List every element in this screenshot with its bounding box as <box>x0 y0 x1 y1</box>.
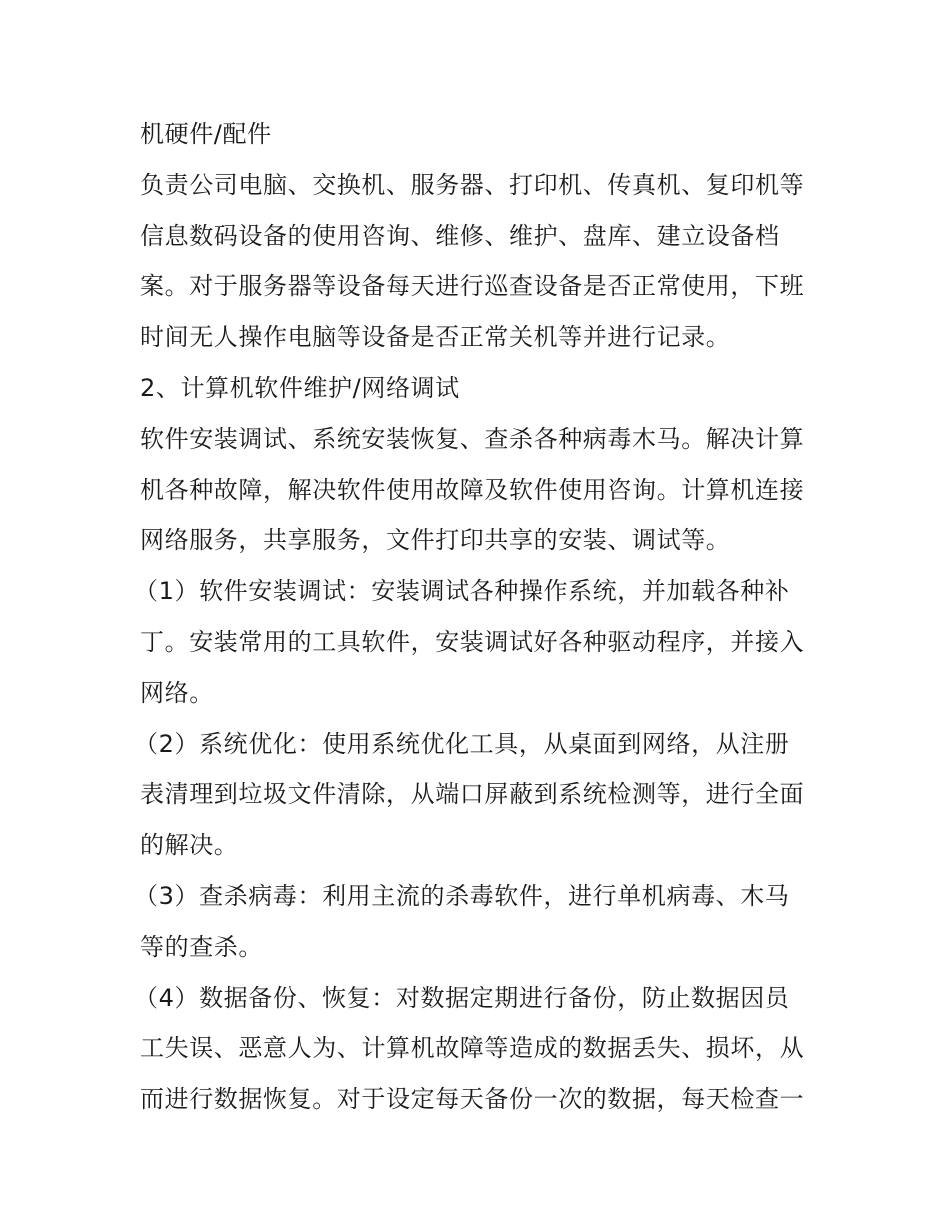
text-line: 时间无人操作电脑等设备是否正常关机等并进行记录。 <box>140 323 731 352</box>
text-line: 工失误、恶意人为、计算机故障等造成的数据丢失、损坏，从 <box>140 1034 805 1063</box>
text-line: 负责公司电脑、交换机、服务器、打印机、传真机、复印机等 <box>140 170 805 199</box>
text-line: 信息数码设备的使用咨询、维修、维护、盘库、建立设备档 <box>140 221 780 250</box>
document-body <box>134 109 820 1125</box>
text-line: 等的查杀。 <box>140 932 263 961</box>
list-item-4: （4）数据备份、恢复：对数据定期进行备份，防止数据因员 <box>134 983 790 1012</box>
text-line: 网络。 <box>140 678 214 707</box>
text-line: 网络服务，共享服务，文件打印共享的安装、调试等。 <box>140 526 731 555</box>
text-line: 的解决。 <box>140 831 239 860</box>
list-item-3: （3）查杀病毒：利用主流的杀毒软件，进行单机病毒、木马 <box>134 881 790 910</box>
text-line: 机各种故障，解决软件使用故障及软件使用咨询。计算机连接 <box>140 475 805 504</box>
text-line: 案。对于服务器等设备每天进行巡查设备是否正常使用，下班 <box>140 272 805 301</box>
text-line: 表清理到垃圾文件清除，从端口屏蔽到系统检测等，进行全面 <box>140 780 805 809</box>
list-item-2: （2）系统优化：使用系统优化工具，从桌面到网络，从注册 <box>134 729 790 758</box>
list-item-1: （1）软件安装调试：安装调试各种操作系统，并加载各种补 <box>134 577 790 606</box>
section-heading: 2、计算机软件维护/网络调试 <box>140 373 460 402</box>
text-line: 机硬件/配件 <box>140 120 272 148</box>
text-line: 丁。安装常用的工具软件，安装调试好各种驱动程序，并接入 <box>140 627 805 656</box>
text-line: 而进行数据恢复。对于设定每天备份一次的数据，每天检查一 <box>140 1085 805 1114</box>
text-line: 软件安装调试、系统安装恢复、查杀各种病毒木马。解决计算 <box>140 424 805 453</box>
